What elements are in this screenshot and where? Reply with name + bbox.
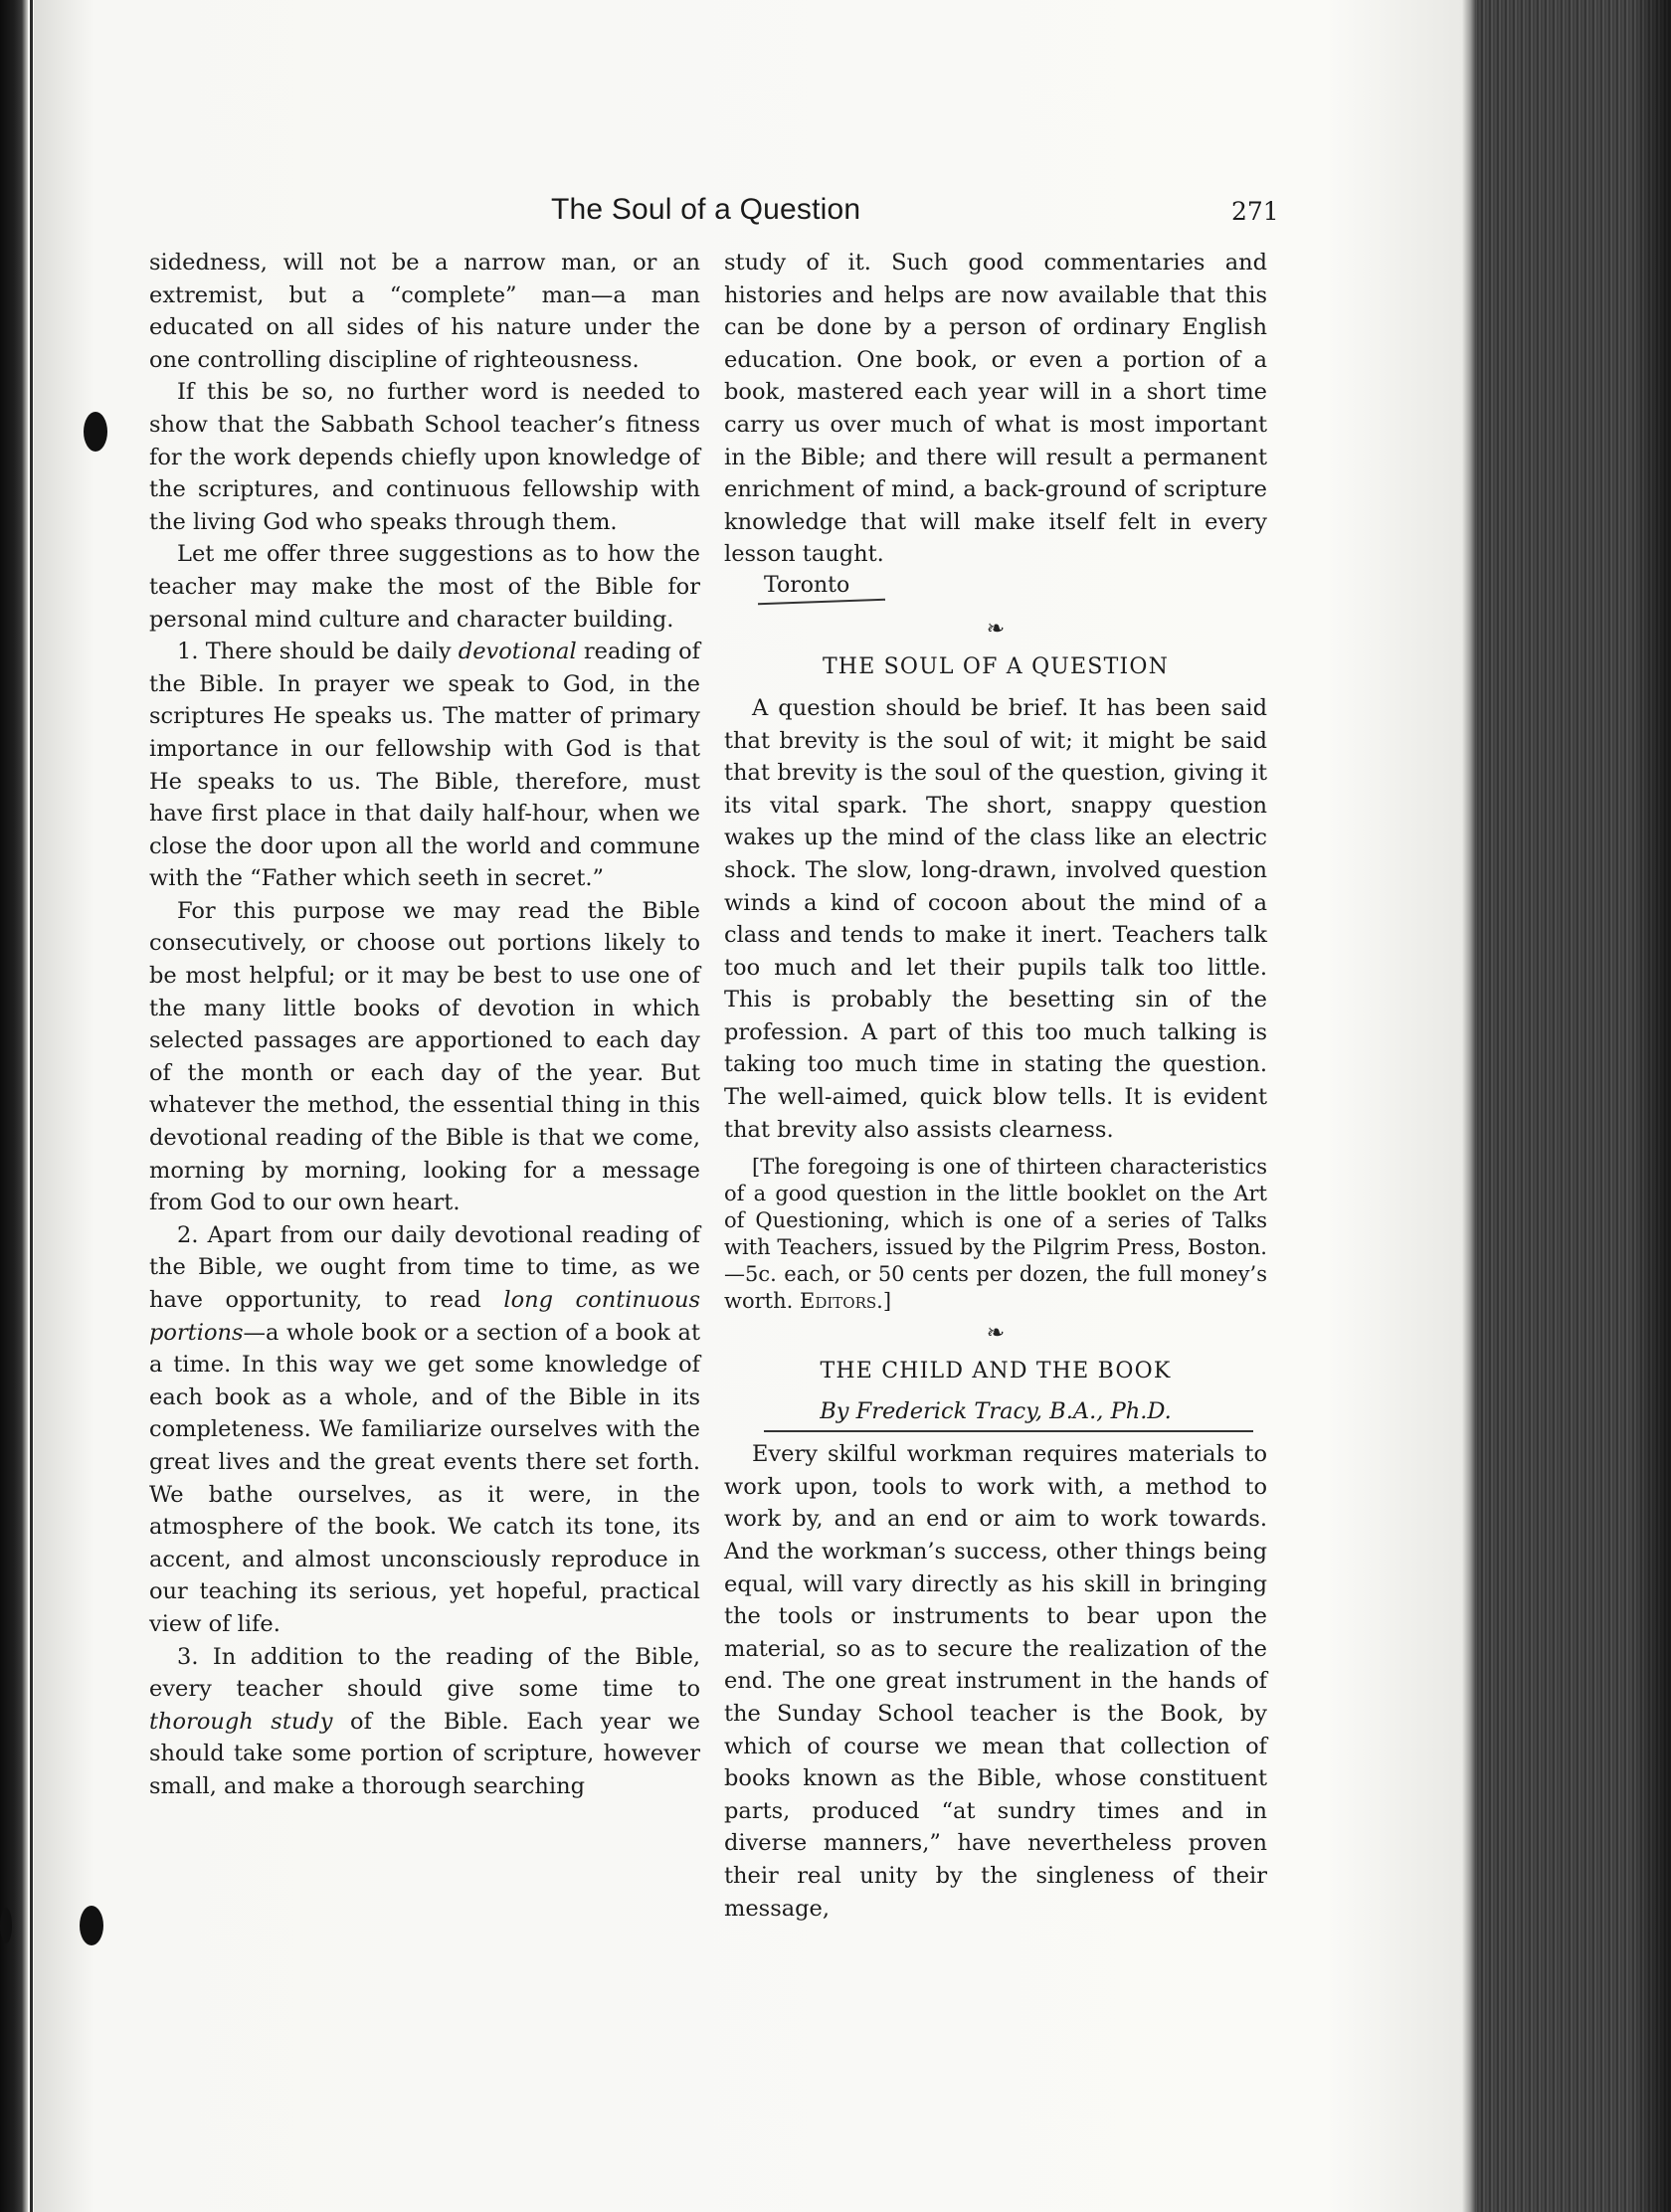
paragraph: study of it. Such good commentaries and histories and helps are now available that this can be done by a person of ordinary English education. One book, or even a portion of a book, mastered each year will in a short time carry us over much of what is most important in the Bible; and there will result a permanent enrichment of mind, a back-ground of scripture knowledge that will make itself felt in every lesson taught.	[724, 250, 1267, 568]
paragraph: A question should be brief. It has been said that brevity is the soul of wit; it might be said that brevity is the soul of the question, giving it its vital spark. The short, snappy question wakes up the mind of the class like an electric shock. The slow, long-drawn, involved question winds a kind of cocoon about the mind of a class and tends to make it inert. Teachers talk too much and let their pupils talk too little. This is probably the besetting sin of the profession. A part of this too much talking is taking too much time in stating the question. The well-aimed, quick blow tells. It is evident that brevity also assists clearness.	[724, 694, 1267, 1143]
page-number: 271	[1231, 197, 1279, 226]
text-run: 2. Apart from our daily devotional reading of the Bible, we ought from time to time, as we have opportunity, to read	[149, 1221, 700, 1313]
paragraph	[149, 636, 700, 895]
book-page-edges	[1462, 0, 1671, 2212]
punch-hole-lower	[80, 1906, 103, 1945]
section-title: THE SOUL OF A QUESTION	[822, 653, 1170, 679]
left-column	[149, 247, 700, 1803]
editors-credit: Editors.]	[799, 1289, 892, 1314]
paragraph: sidedness, will not be a narrow man, or an extremist, but a “complete” man—a man educated on all sides of his nature under the one controlling discipline of righteousness.	[149, 250, 700, 373]
text-run: of the Bible. Each year we should take some portion of scripture, however small, and make a thorough searching	[149, 1708, 700, 1799]
paragraph	[149, 1641, 700, 1803]
right-column	[724, 247, 1267, 1925]
scan-left-border	[0, 0, 28, 2212]
paragraph: Let me offer three suggestions as to how the teacher may make the most of the Bible for personal mind culture and character building.	[149, 541, 700, 633]
emphasis: long continuous portions	[149, 1287, 700, 1346]
section-ornament-icon: ❧	[986, 1321, 1006, 1347]
paragraph: For this purpose we may read the Bible consecutively, or choose out portions likely to be most helpful; or it may be best to use one of the many little books of devotion in which selected passages are apportioned to each day of the month or each day of the year. But whatever the method, the essential thing in this devotional reading of the Bible is that we come, morning by morning, looking for a message from God to our own heart.	[149, 897, 700, 1216]
punch-hole-edge	[0, 1908, 12, 1943]
emphasis: devotional	[458, 639, 577, 665]
paragraph	[149, 1219, 700, 1641]
signature: Toronto	[764, 572, 850, 598]
text-run: 1. There should be daily	[177, 639, 459, 665]
text-run: reading of the Bible. In prayer we speak to God, in the scriptures He speaks us. The matter of primary importance in our fellowship with God is that He speaks to us. The Bible, therefore, must have first place in that daily half-hour, when we close the door upon all the world and commune with the “Father which seeth in secret.”	[149, 639, 700, 892]
text-run: —a whole book or a section of a book at a time. In this way we get some knowledge of each book as a whole, and of the Bible in its completeness. We familiarize ourselves with the great lives and the great events there set forth. We bathe ourselves, as it were, in the atmosphere of the book. We catch its tone, its accent, and almost unconsciously reproduce in our teaching its serious, yet hopeful, practical view of life.	[149, 1319, 700, 1637]
running-title: The Soul of a Question	[551, 193, 861, 226]
paragraph: If this be so, no further word is needed to show that the Sabbath School teacher’s fitness for the work depends chiefly upon knowledge of the scriptures, and continuous fellowship with the living God who speaks through them.	[149, 379, 700, 535]
punch-hole-upper	[84, 412, 107, 452]
emphasis: thorough study	[149, 1708, 333, 1735]
section-title: THE CHILD AND THE BOOK	[820, 1359, 1172, 1384]
byline-underline	[764, 1430, 1253, 1432]
text-run: [The foregoing is one of thirteen characteristics of a good question in the little booklet on the Art of Questioning, which is one of a series of Talks with Teachers, issued by the Pilgrim Press, Boston.—5c. each, or 50 cents per dozen, the full money’s worth.	[724, 1155, 1267, 1314]
byline: By Frederick Tracy, B.A., Ph.D.	[820, 1398, 1172, 1425]
text-run: 3. In addition to the reading of the Bible, every teacher should give some time to	[149, 1643, 700, 1703]
paragraph: Every skilful workman requires materials to work upon, tools to work with, a method to work by, and an end or aim to work towards. And the workman’s success, other things being equal, will vary directly as his skill in bringing the tools or instruments to bear upon the material, so as to secure the realization of the end. The one great instrument in the hands of the Sunday School teacher is the Book, by which of course we mean that collection of books known as the Bible, whose constituent parts, produced “at sundry times and in diverse manners,” have nevertheless proven their real unity by the singleness of their message,	[724, 1441, 1267, 1922]
section-ornament-icon: ❧	[986, 616, 1006, 642]
editor-note	[724, 1154, 1267, 1315]
binding-line	[30, 0, 33, 2212]
